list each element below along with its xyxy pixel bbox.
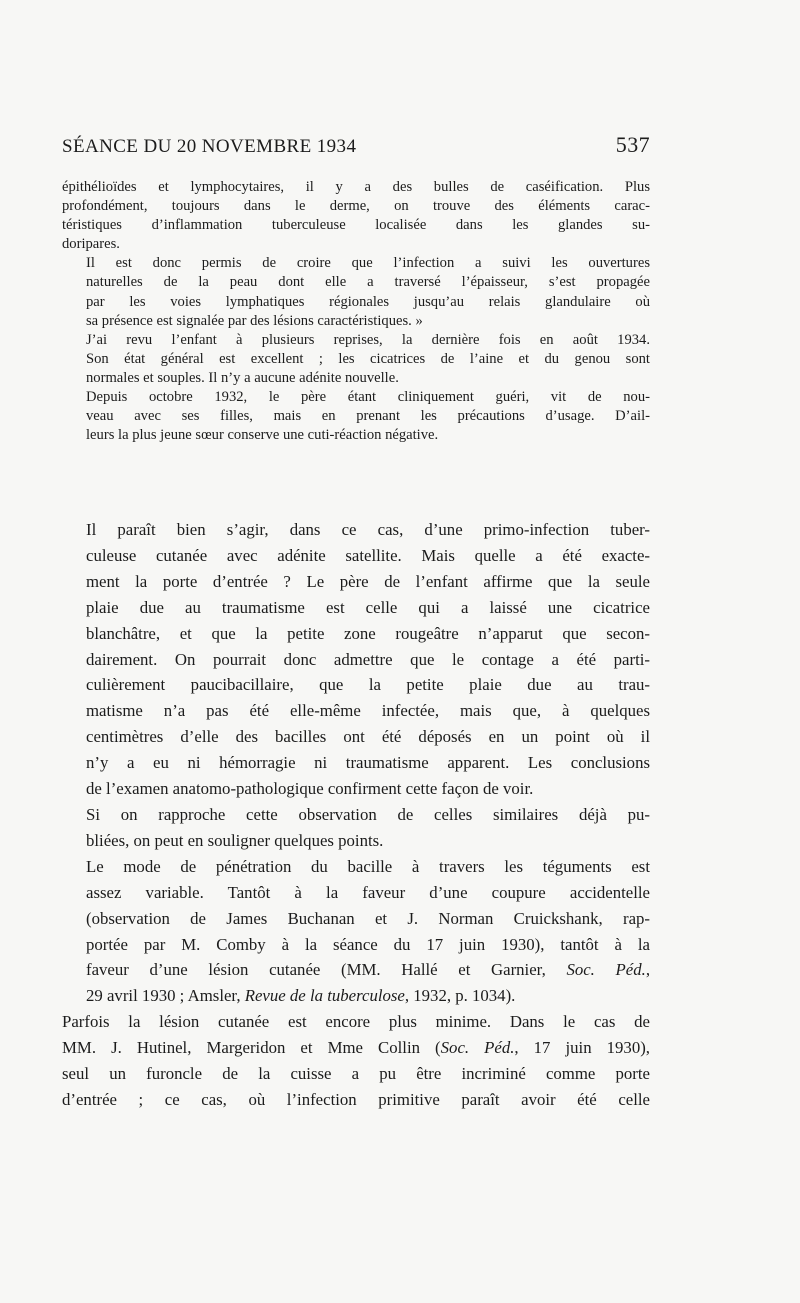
text-line: par les voies lymphatiques régionales jusqu’au relais glandulaire où	[86, 293, 650, 310]
journal-title: Soc. Péd.	[566, 960, 646, 980]
paragraph-minimal-lesion	[62, 1009, 650, 1113]
text-line: (observation de James Buchanan et J. Norman Cruickshank, rap-	[86, 908, 650, 928]
text-line: n’y a eu ni hémorragie ni traumatisme apparent. Les conclusions	[86, 753, 650, 773]
text-line: culeuse cutanée avec adénite satellite. Mais quelle a été exacte-	[86, 545, 650, 565]
text-line: téristiques d’inflammation tuberculeuse localisée dans les glandes su-	[62, 217, 650, 234]
text-line: Son état général est excellent ; les cicatrices de l’aine et du genou sont	[86, 350, 650, 367]
text-line: de l’examen anatomo-pathologique confirment cette façon de voir.	[86, 779, 534, 799]
main-text	[62, 517, 650, 1113]
text-line: blanchâtre, et que la petite zone rougeâtre n’apparut que secon-	[86, 623, 650, 643]
text-segment: MM. J. Hutinel, Margeridon et Mme Collin (	[62, 1038, 441, 1058]
text-line	[62, 1035, 650, 1061]
running-header	[62, 132, 650, 162]
text-line: plaie due au traumatisme est celle qui a laissé une cicatrice	[86, 597, 650, 617]
text-line: d’entrée ; ce cas, où l’infection primitive paraît avoir été celle	[62, 1089, 650, 1109]
journal-title: Soc. Péd.	[440, 1038, 515, 1058]
text-line	[62, 983, 650, 1009]
running-title: SÉANCE DU 20 NOVEMBRE 1934	[62, 136, 357, 157]
text-line: centimètres d’elle des bacilles ont été déposés en un point où il	[86, 727, 650, 747]
paragraph-penetration-mode	[62, 854, 650, 1009]
paragraph-follow-up	[62, 331, 650, 388]
text-line: bliées, on peut en souligner quelques points.	[86, 830, 384, 850]
text-line: sa présence est signalée par des lésions caractéristiques. »	[86, 312, 423, 329]
text-line: normales et souples. Il n’y a aucune adénite nouvelle.	[86, 369, 399, 386]
text-line: matisme n’a pas été elle-même infectée, mais que, à quelques	[86, 701, 650, 721]
small-print-quotation	[62, 178, 650, 445]
text-line: Il paraît bien s’agir, dans ce cas, d’une primo-infection tuber-	[86, 520, 650, 539]
text-line: ment la porte d’entrée ? Le père de l’enfant affirme que la seule	[86, 571, 650, 591]
text-line: Le mode de pénétration du bacille à travers les téguments est	[86, 856, 650, 876]
text-segment: ,	[645, 960, 651, 980]
text-line: Si on rapproche cette observation de celles similaires déjà pu-	[86, 804, 650, 824]
paragraph-histology-end	[62, 178, 650, 254]
text-line: Depuis octobre 1932, le père étant cliniquement guéri, vit de nou-	[86, 389, 650, 406]
text-line	[62, 957, 650, 983]
paragraph-comparison	[62, 802, 650, 854]
text-segment: , 1932, p. 1034).	[404, 986, 516, 1006]
text-line: Il est donc permis de croire que l’infection a suivi les ouvertures	[86, 255, 650, 272]
text-line: culièrement paucibacillaire, que la petite plaie due au trau-	[86, 675, 650, 695]
text-line: seul un furoncle de la cuisse a pu être incriminé comme porte	[62, 1064, 650, 1084]
text-line: profondément, toujours dans le derme, on trouve des éléments carac-	[62, 198, 650, 215]
text-segment: 29 avril 1930 ; Amsler,	[86, 986, 245, 1006]
page-number: 537	[615, 132, 650, 157]
text-segment: faveur d’une lésion cutanée (MM. Hallé et Garnier,	[86, 960, 567, 980]
text-line: épithélioïdes et lymphocytaires, il y a des bulles de caséification. Plus	[62, 179, 650, 195]
paragraph-primo-infection	[62, 517, 650, 802]
text-segment: , 17 juin 1930),	[514, 1038, 651, 1058]
journal-title: Revue de la tuberculose	[244, 986, 405, 1006]
text-line: portée par M. Comby à la séance du 17 juin 1930), tantôt à la	[86, 934, 650, 954]
text-line: J’ai revu l’enfant à plusieurs reprises, la dernière fois en août 1934.	[86, 331, 650, 348]
paragraph-father	[62, 388, 650, 445]
text-line: doripares.	[62, 236, 120, 253]
text-line: dairement. On pourrait donc admettre que le contage a été parti-	[86, 649, 650, 669]
text-line: veau avec ses filles, mais en prenant les précautions d’usage. D’ail-	[86, 408, 650, 425]
text-line: naturelles de la peau dont elle a traversé l’épaisseur, s’est propagée	[86, 274, 650, 291]
text-line: Parfois la lésion cutanée est encore plus minime. Dans le cas de	[62, 1012, 650, 1032]
text-line: leurs la plus jeune sœur conserve une cuti-réaction négative.	[86, 427, 439, 444]
text-line: assez variable. Tantôt à la faveur d’une coupure accidentelle	[86, 882, 650, 902]
paragraph-infection-path	[62, 254, 650, 330]
